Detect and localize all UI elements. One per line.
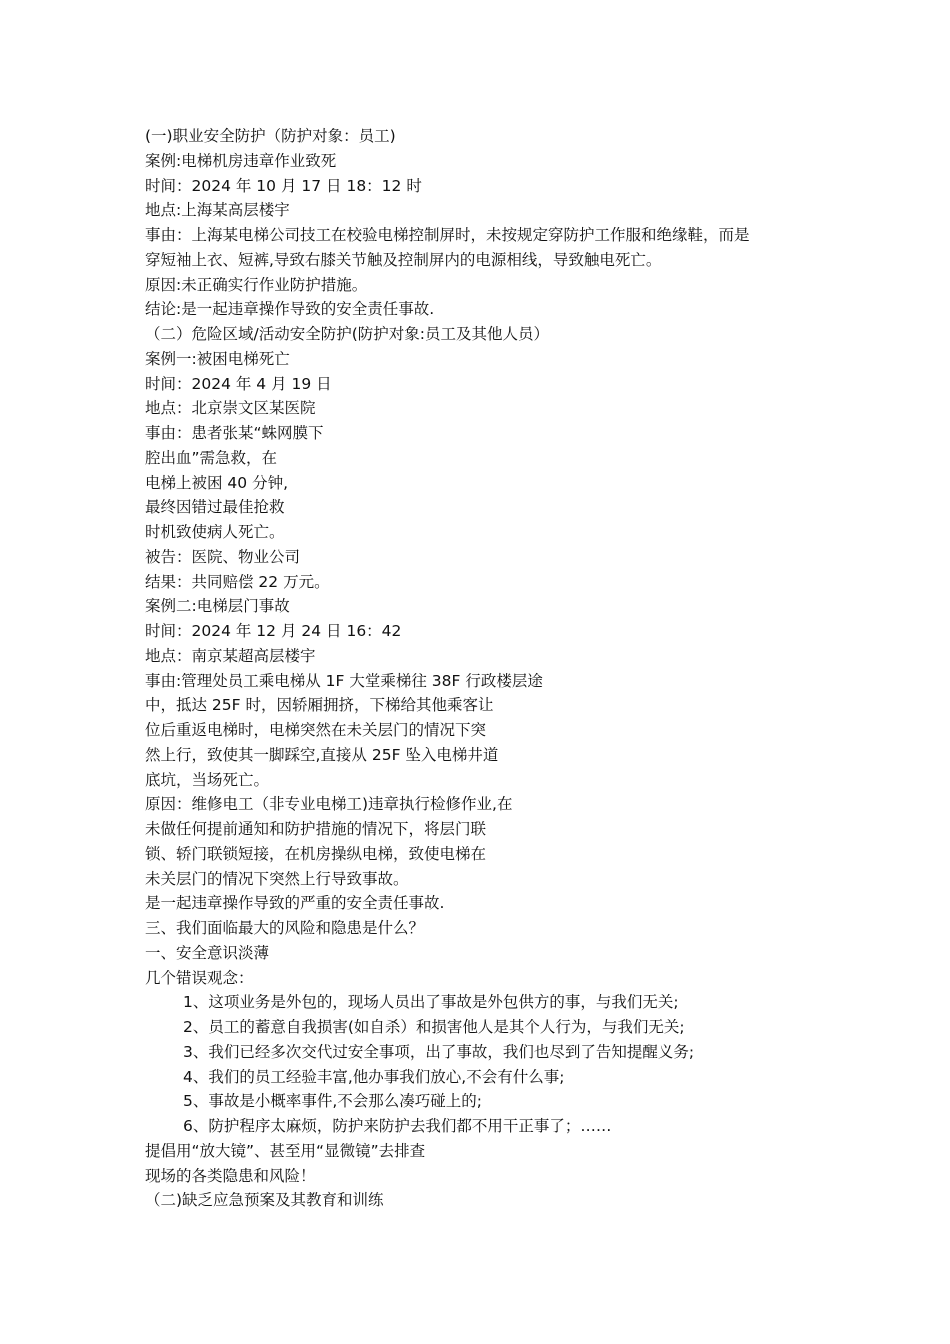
text-line: 中，抵达 25F 时，因轿厢拥挤，下梯给其他乘客让 bbox=[145, 696, 494, 715]
text-line: 被告：医院、物业公司 bbox=[145, 547, 301, 566]
text-line: 位后重返电梯时，电梯突然在未关层门的情况下突 bbox=[145, 721, 487, 739]
text-line: 底坑，当场死亡。 bbox=[145, 770, 270, 789]
text-line: 是一起违章操作导致的严重的安全责任事故. bbox=[145, 894, 445, 913]
text-line: 一、安全意识淡薄 bbox=[145, 943, 270, 962]
text-line: 锁、轿门联锁短接，在机房操纵电梯，致使电梯在 bbox=[145, 844, 487, 863]
text-line: 结论:是一起违章操作导致的安全责任事故. bbox=[145, 300, 435, 319]
text-line: 原因：维修电工（非专业电梯工)违章执行检修作业,在 bbox=[145, 795, 513, 814]
text-line: (一)职业安全防护（防护对象：员工) bbox=[145, 127, 396, 145]
text-line: 原因:未正确实行作业防护措施。 bbox=[145, 275, 368, 294]
text-line: 事由：上海某电梯公司技工在校验电梯控制屏时，未按规定穿防护工作服和绝缘鞋，而是 bbox=[145, 226, 750, 244]
text-line: 未做任何提前通知和防护措施的情况下，将层门联 bbox=[145, 820, 487, 838]
list-item: 2、员工的蓄意自我损害(如自杀）和损害他人是其个人行为，与我们无关; bbox=[183, 1018, 685, 1036]
text-line: 案例:电梯机房违章作业致死 bbox=[145, 151, 337, 170]
text-line: 地点：南京某超高层楼宇 bbox=[145, 646, 316, 665]
text-line: 几个错误观念： bbox=[145, 968, 254, 987]
text-line: 时机致使病人死亡。 bbox=[145, 523, 285, 541]
text-line: 案例一:被困电梯死亡 bbox=[145, 349, 290, 368]
list-item: 5、事故是小概率事件,不会那么凑巧碰上的; bbox=[183, 1092, 483, 1111]
text-line: 结果：共同赔偿 22 万元。 bbox=[145, 572, 330, 591]
list-item: 6、防护程序太麻烦，防护来防护去我们都不用干正事了；…… bbox=[183, 1117, 612, 1135]
text-line: 时间：2024 年 12 月 24 日 16：42 bbox=[145, 622, 402, 640]
text-line: 然上行，致使其一脚踩空,直接从 25F 坠入电梯井道 bbox=[145, 745, 499, 764]
text-line: （二)缺乏应急预案及其教育和训练 bbox=[145, 1191, 384, 1210]
text-line: 提倡用“放大镜”、甚至用“显微镜”去排查 bbox=[145, 1141, 426, 1160]
list-item: 4、我们的员工经验丰富,他办事我们放心,不会有什么事; bbox=[183, 1067, 565, 1086]
text-line: 未关层门的情况下突然上行导致事故。 bbox=[145, 869, 409, 888]
document-body bbox=[145, 124, 845, 1213]
text-line: 腔出血”需急救，在 bbox=[145, 448, 278, 467]
text-line: 最终因错过最佳抢救 bbox=[145, 498, 285, 517]
text-line: 地点：北京崇文区某医院 bbox=[145, 399, 316, 418]
text-line: 时间：2024 年 10 月 17 日 18：12 时 bbox=[145, 176, 422, 195]
list-item: 3、我们已经多次交代过安全事项，出了事故，我们也尽到了告知提醒义务; bbox=[183, 1042, 695, 1061]
text-line: 现场的各类隐患和风险！ bbox=[145, 1166, 316, 1185]
text-line: 事由：患者张某“蛛网膜下 bbox=[145, 424, 324, 442]
list-item: 1、这项业务是外包的，现场人员出了事故是外包供方的事，与我们无关; bbox=[183, 993, 679, 1012]
text-line: 事由:管理处员工乘电梯从 1F 大堂乘梯往 38F 行政楼层途 bbox=[145, 671, 543, 690]
text-line: （二）危险区域/活动安全防护(防护对象:员工及其他人员） bbox=[145, 325, 549, 343]
text-line: 时间：2024 年 4 月 19 日 bbox=[145, 374, 332, 393]
text-line: 三、我们面临最大的风险和隐患是什么？ bbox=[145, 919, 425, 937]
text-line: 穿短袖上衣、短裤,导致右膝关节触及控制屏内的电源相线，导致触电死亡。 bbox=[145, 250, 662, 269]
text-line: 案例二:电梯层门事故 bbox=[145, 597, 290, 616]
text-line: 地点:上海某高层楼宇 bbox=[145, 201, 290, 220]
text-line: 电梯上被困 40 分钟, bbox=[145, 473, 289, 492]
